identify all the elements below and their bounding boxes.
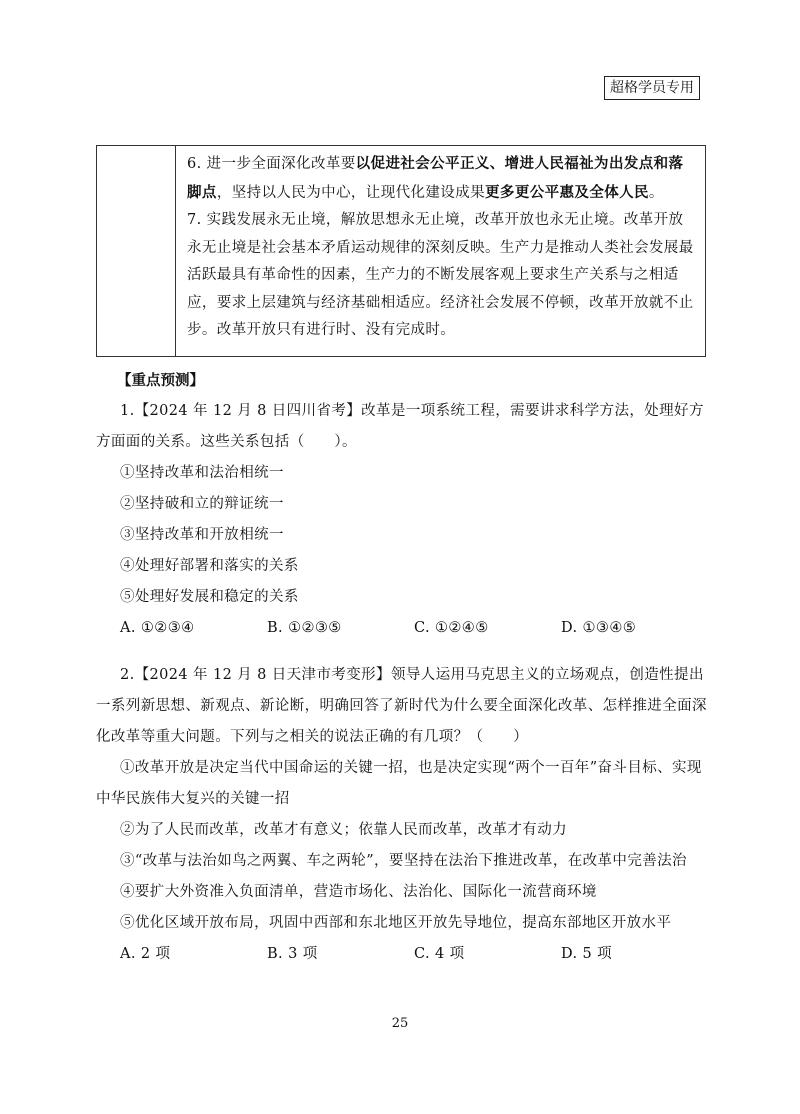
question-1-option: ③坚持改革和开放相统一: [120, 527, 284, 543]
item6-bold-2: 更多更公平惠及全体人民: [485, 183, 649, 201]
page-number: 25: [391, 1016, 409, 1031]
question-2-option: ①改革开放是决定当代中国命运的关键一招，也是决定实现“两个一百年”奋斗目标、实现中华民族伟大复兴的关键一招: [96, 760, 702, 807]
summary-table-content: [187, 150, 695, 345]
question-1-choices: [96, 613, 708, 644]
choice-b: B. ①②③⑤: [267, 620, 342, 636]
table-column-divider: [175, 146, 176, 356]
summary-item-6: [187, 150, 695, 207]
question-1-option: ⑤处理好发展和稳定的关系: [120, 589, 299, 605]
question-1-option: ②坚持破和立的辩证统一: [120, 496, 284, 512]
item6-text-1: 6. 进一步全面深化改革要: [187, 156, 356, 172]
choice-a: A. ①②③④: [120, 620, 195, 636]
question-2-choices: [96, 939, 708, 970]
choice-c: C. 4 项: [414, 946, 465, 962]
question-2-option: ②为了人民而改革，改革才有意义；依靠人民而改革，改革才有动力: [120, 822, 567, 838]
item6-text-3: 。: [648, 184, 664, 201]
summary-item-7: 7. 实践发展永无止境，解放思想永无止境，改革开放也永无止境。改革开放永无止境是社会基本矛盾运动规律的深刻反映。生产力是推动人类社会发展最活跃最具有革命性的因素，生产力的不断发展客观上要求生产关系与之相适应，要求上层建筑与经济基础相适应。经济社会发展不停顿，改革开放就不止步。改革开放只有进行时、没有完成时。: [187, 212, 694, 338]
question-2: [96, 660, 708, 970]
summary-table: [96, 145, 706, 357]
question-2-option: ⑤优化区域开放布局，巩固中西部和东北地区开放先导地位，提高东部地区开放水平: [120, 915, 672, 931]
choice-c: C. ①②④⑤: [414, 620, 489, 636]
question-2-option: ③“改革与法治如鸟之两翼、车之两轮”，要坚持在法治下推进改革，在改革中完善法治: [120, 853, 687, 869]
question-2-option: ④要扩大外资准入负面清单，营造市场化、法治化、国际化一流营商环境: [120, 884, 597, 900]
choice-b: B. 3 项: [267, 946, 318, 962]
question-1-stem: 1.【2024 年 12 月 8 日四川省考】改革是一项系统工程，需要讲求科学方法，处理好方方面面的关系。这些关系包括（ ）。: [96, 403, 704, 450]
question-2-stem: 2.【2024 年 12 月 8 日天津市考变形】领导人运用马克思主义的立场观点，创造性提出一系列新思想、新观点、新论断，明确回答了新时代为什么要全面深化改革、怎样推进全面深化改革等重大问题。下列与之相关的说法正确的有几项？（ ）: [96, 667, 707, 745]
student-only-stamp: 超格学员专用: [604, 76, 700, 100]
question-1-option: ④处理好部署和落实的关系: [120, 558, 299, 574]
item6-bold-1: 以促进社会公平正义、增进人民福祉为出发点和落脚点: [187, 155, 684, 201]
section-title: 【重点预测】: [117, 372, 204, 389]
choice-d: D. ①③④⑤: [561, 620, 637, 636]
choice-d: D. 5 项: [561, 946, 613, 962]
question-1: [96, 396, 708, 644]
question-1-option: ①坚持改革和法治相统一: [120, 465, 284, 481]
choice-a: A. 2 项: [120, 946, 171, 962]
item6-text-2: ，坚持以人民为中心，让现代化建设成果: [216, 184, 486, 201]
